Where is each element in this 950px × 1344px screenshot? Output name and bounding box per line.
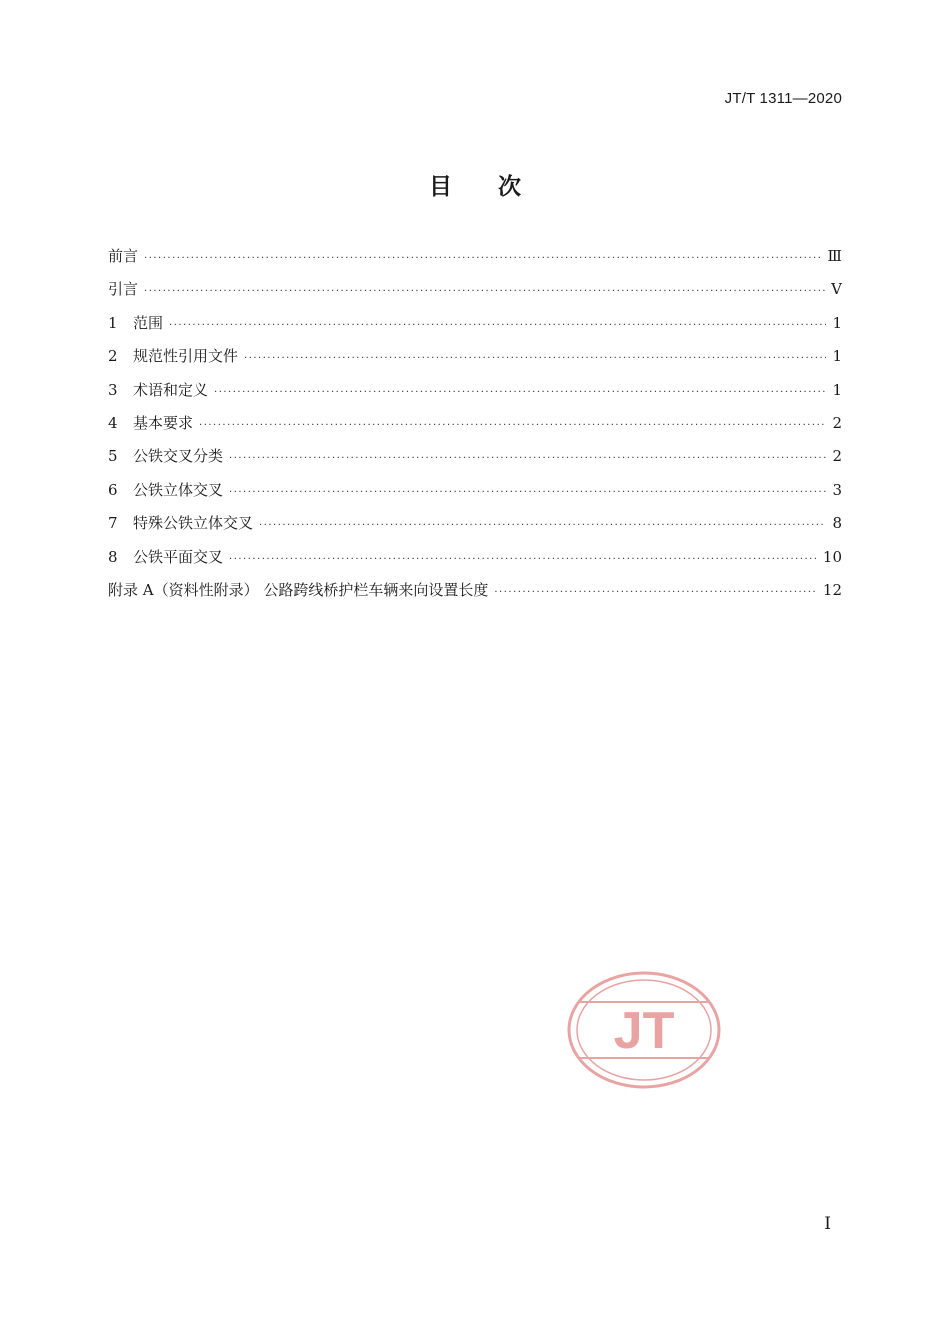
toc-entry-page: Ⅴ bbox=[831, 280, 842, 299]
document-code: JT/T 1311—2020 bbox=[724, 90, 842, 107]
toc-entry-page: 1 bbox=[832, 380, 842, 399]
toc-entry-number: 2 bbox=[108, 347, 118, 366]
title-char-1: 目 bbox=[429, 174, 452, 200]
toc-entry-introduction[interactable] bbox=[108, 278, 842, 311]
toc-entry-label: 公铁立体交叉 bbox=[133, 480, 224, 499]
toc-entry-label: 引言 bbox=[108, 280, 139, 299]
toc-leader-dots bbox=[244, 354, 826, 364]
toc-leader-dots bbox=[229, 454, 826, 464]
toc-leader-dots bbox=[229, 488, 826, 498]
toc-entry-page: 3 bbox=[832, 480, 842, 499]
page-title bbox=[0, 168, 950, 201]
toc-entry-page: 8 bbox=[832, 514, 842, 533]
toc-entry-2[interactable] bbox=[108, 345, 842, 378]
jt-logo-watermark bbox=[566, 970, 722, 1090]
toc-leader-dots bbox=[494, 588, 817, 598]
toc-entry-page: 1 bbox=[832, 313, 842, 332]
toc-leader-dots bbox=[214, 388, 826, 398]
toc-leader-dots bbox=[144, 254, 822, 264]
toc-entry-label: 特殊公铁立体交叉 bbox=[133, 514, 254, 533]
toc-entry-label: 公铁交叉分类 bbox=[133, 447, 224, 466]
toc-entry-label: 基本要求 bbox=[133, 413, 194, 432]
toc-entry-number: 6 bbox=[108, 480, 118, 499]
toc-entry-label: 规范性引用文件 bbox=[133, 347, 239, 366]
watermark-text: JT bbox=[613, 1002, 675, 1060]
title-char-2: 次 bbox=[498, 174, 521, 200]
toc-entry-label: 前言 bbox=[108, 247, 139, 265]
toc-entry-number: 1 bbox=[108, 313, 118, 332]
toc-entry-number: 4 bbox=[108, 413, 118, 432]
toc-leader-dots bbox=[144, 287, 825, 297]
toc-entry-number: 8 bbox=[108, 547, 118, 566]
toc-entry-8[interactable] bbox=[108, 546, 842, 579]
toc-entry-label: 范围 bbox=[133, 313, 164, 332]
toc-entry-label: 术语和定义 bbox=[133, 380, 209, 399]
toc-entry-number: 3 bbox=[108, 380, 118, 399]
toc-entry-label: 公铁平面交叉 bbox=[133, 547, 224, 566]
page-number: I bbox=[824, 1214, 831, 1234]
toc-entry-appendix-a[interactable] bbox=[108, 579, 842, 612]
toc-entry-page: Ⅲ bbox=[827, 247, 842, 265]
table-of-contents bbox=[108, 245, 842, 612]
toc-entry-number: 7 bbox=[108, 514, 118, 533]
toc-leader-dots bbox=[199, 421, 826, 431]
toc-entry-1[interactable] bbox=[108, 312, 842, 345]
toc-entry-page: 10 bbox=[822, 547, 842, 566]
toc-entry-7[interactable] bbox=[108, 512, 842, 545]
toc-entry-page: 2 bbox=[832, 447, 842, 466]
toc-entry-page: 2 bbox=[832, 413, 842, 432]
toc-entry-6[interactable] bbox=[108, 479, 842, 512]
toc-entry-3[interactable] bbox=[108, 379, 842, 412]
toc-entry-4[interactable] bbox=[108, 412, 842, 445]
toc-entry-foreword[interactable] bbox=[108, 245, 842, 278]
toc-leader-dots bbox=[169, 321, 826, 331]
toc-entry-page: 1 bbox=[832, 347, 842, 366]
toc-entry-page: 12 bbox=[822, 580, 842, 599]
toc-leader-dots bbox=[229, 555, 817, 565]
toc-leader-dots bbox=[259, 521, 826, 531]
toc-entry-number: 5 bbox=[108, 447, 118, 466]
toc-entry-5[interactable] bbox=[108, 445, 842, 478]
toc-entry-label: 附录 A（资料性附录） 公路跨线桥护栏车辆来向设置长度 bbox=[108, 580, 489, 599]
